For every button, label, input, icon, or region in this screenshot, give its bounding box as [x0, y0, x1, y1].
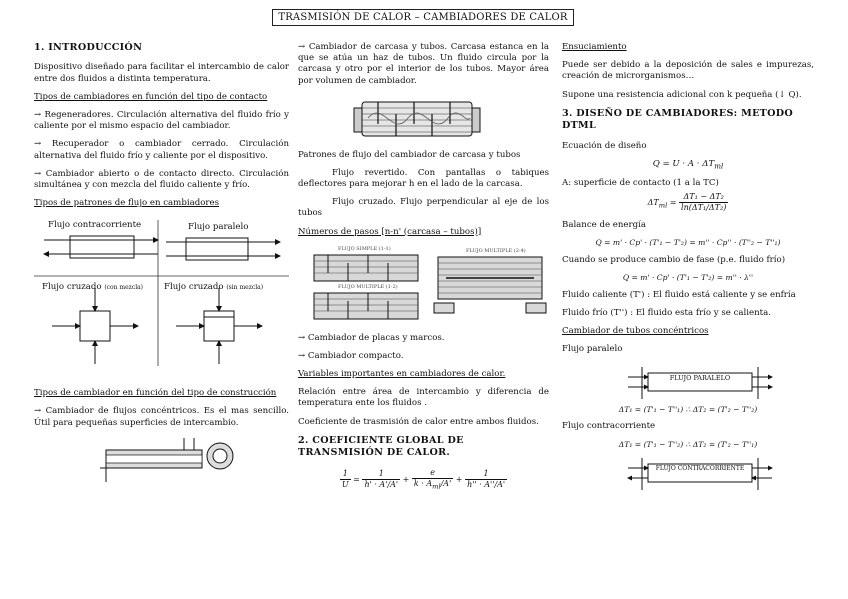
plates-text: → Cambiador de placas y marcos. — [298, 332, 445, 343]
shell-tube-diagram — [298, 94, 549, 142]
hot-fluid-text: Fluido caliente (T') : El fluido está caliente y se enfría — [562, 289, 796, 300]
counterflow-diagram — [562, 456, 814, 492]
subheading-contact-types: Tipos de cambiadores en función del tipo de contacto — [34, 91, 268, 102]
subheading-construction-types: Tipos de cambiador en función del tipo de construcción — [34, 388, 277, 399]
lmtd-equation: $\Delta T_{ml}$ = $\frac{\text{ΔT₁ − ΔT₂}}{\text{ln(ΔT₁/ΔT₂)}}$ — [647, 192, 727, 213]
energy-balance-equation: Q = m' · Cp' · (T'₁ − T'₂) = m'' · Cp'' · (T''₂ − T''₁) — [595, 237, 781, 247]
label-cross-unmixed: Flujo cruzado (sin mezcla) — [164, 282, 264, 293]
passes-figure — [298, 245, 549, 325]
open-exchanger-text: → Cambiador abierto o de contacto directo. Circulación simultánea y con mezcla del fluido caliente y frío. — [34, 168, 289, 190]
subheading-concentric: Cambiador de tubos concéntricos — [562, 326, 709, 337]
shell-tube-figure — [298, 94, 549, 142]
counterflow-figure — [562, 456, 814, 492]
shell-tube-text: → Cambiador de carcasa y tubos. Carcasa estanca en la que se atúa un haz de tubos. Un fluido circula por la carcasa y otro por el interior de los tubos. Mayor área por volumen de cambiador. — [298, 42, 549, 86]
column-1 — [34, 42, 289, 492]
passes-diagram — [298, 245, 549, 325]
label-multiple-1-2: FLUJO MULTIPLE (1-2) — [338, 283, 398, 290]
subheading-passes: Números de pasos [n-n' (carcasa – tubos)] — [298, 226, 482, 237]
area-note: A: superficie de contacto (1 a la TC) — [562, 177, 719, 188]
cross-flow-text: Flujo cruzado. Flujo perpendicular al eje de los tubos — [298, 197, 549, 219]
fouling-resistance-text: Supone una resistencia adicional con k pequeña (↓ Q). — [562, 89, 802, 100]
variables-text-2: Coeficiente de trasmisión de calor entre ambos fluidos. — [298, 416, 539, 427]
label-multiple-2-4: FLUJO MULTIPLE (2-4) — [466, 247, 526, 254]
flow-patterns-figure — [34, 216, 289, 368]
regenerators-text: → Regeneradores. Circulación alternativa del fluido frío y caliente por el mismo espacio del cambiador. — [34, 109, 289, 132]
energy-balance-label: Balance de energía — [562, 219, 646, 230]
shell-tube-patterns-text: Patrones de flujo del cambiador de carcasa y tubos — [298, 149, 521, 160]
reverse-flow-text: Flujo revertido. Con pantallas o tabiques deflectores para mejorar h en el lado de la carcasa. — [298, 167, 549, 190]
column-3 — [562, 42, 814, 500]
concentric-tube-diagram — [34, 436, 289, 484]
compact-text: → Cambiador compacto. — [298, 350, 404, 361]
phase-change-equation: Q = m' · Cp' · (T'₁ − T'₂) = m'' · λ'' — [622, 272, 754, 282]
counterflow-label: Flujo contracorriente — [562, 421, 656, 432]
subheading-flow-patterns: Tipos de patrones de flujo en cambiadores — [34, 198, 219, 209]
subheading-fouling: Ensuciamiento — [562, 42, 627, 52]
cold-fluid-text: Fluido frío (T'') : El fluido esta frío y se calienta. — [562, 308, 771, 319]
label-cross-mixed: Flujo cruzado (con mezcla) — [42, 282, 144, 293]
counterflow-box-label: FLUJO CONTRACORRIENTE — [655, 465, 745, 473]
variables-text-1: Relación entre área de intercambio y diferencia de temperatura ente los fluidos . — [298, 387, 549, 409]
column-2 — [298, 42, 549, 491]
label-counterflow: Flujo contracorriente — [48, 220, 142, 231]
design-equation-label: Ecuación de diseño — [562, 140, 647, 151]
parallel-flow-box-label: FLUJO PARALELO — [669, 373, 731, 382]
global-coefficient-equation: $\frac{1}{U}$ = $\frac{1}{h' \cdot A'/A'}$ + $\frac{e}{k \cdot A_{ml}/A'}$ + $\frac{1}{h'' \cdot A''/A'}$ — [341, 467, 506, 491]
concentric-text: → Cambiador de flujos concéntricos. Es el mas sencillo. Útil para pequeñas superficies de intercambio. — [34, 406, 289, 428]
parallel-flow-label: Flujo paralelo — [562, 344, 623, 355]
section-heading-global-coefficient: 2. COEFICIENTE GLOBAL DE TRANSMISIÓN DE CALOR. — [298, 434, 464, 459]
parallel-flow-figure — [562, 363, 814, 403]
concentric-tube-figure — [34, 436, 289, 484]
phase-change-label: Cuando se produce cambio de fase (p.e. fluido frío) — [562, 254, 786, 265]
label-parallel: Flujo paralelo — [188, 222, 249, 233]
subheading-variables: Variables importantes en cambiadores de calor. — [298, 369, 506, 380]
fouling-text: Puede ser debido a la deposición de sales e impurezas, creación de microrganismos… — [562, 60, 814, 82]
counterflow-delta-equations: ΔT₁ = (T'₁ − T''₂) ∴ ΔT₂ = (T'₂ − T''₁) — [618, 439, 758, 449]
intro-text: Dispositivo diseñado para facilitar el intercambio de calor entre dos fluidos a distinta temperatura. — [34, 62, 289, 84]
section-heading-design: 3. DISEÑO DE CAMBIADORES: METODO DTML — [562, 107, 794, 132]
parallel-delta-equations: ΔT₁ = (T'₁ − T''₁) ∴ ΔT₂ = (T'₂ − T''₂) — [618, 404, 758, 414]
parallel-flow-diagram — [562, 363, 814, 403]
section-heading-introduction: 1. INTRODUCCIÓN — [34, 42, 143, 53]
label-simple-1-1: FLUJO SIMPLE (1-1) — [338, 245, 391, 252]
design-equation: $Q = U \cdot A \cdot \Delta T_{ml}$ — [652, 158, 724, 171]
page-title: TRASMISIÓN DE CALOR – CAMBIADORES DE CALOR — [272, 9, 574, 26]
recuperator-text: → Recuperador o cambiador cerrado. Circulación alternativa del fluido frío y caliente por el dispositivo. — [34, 139, 289, 161]
